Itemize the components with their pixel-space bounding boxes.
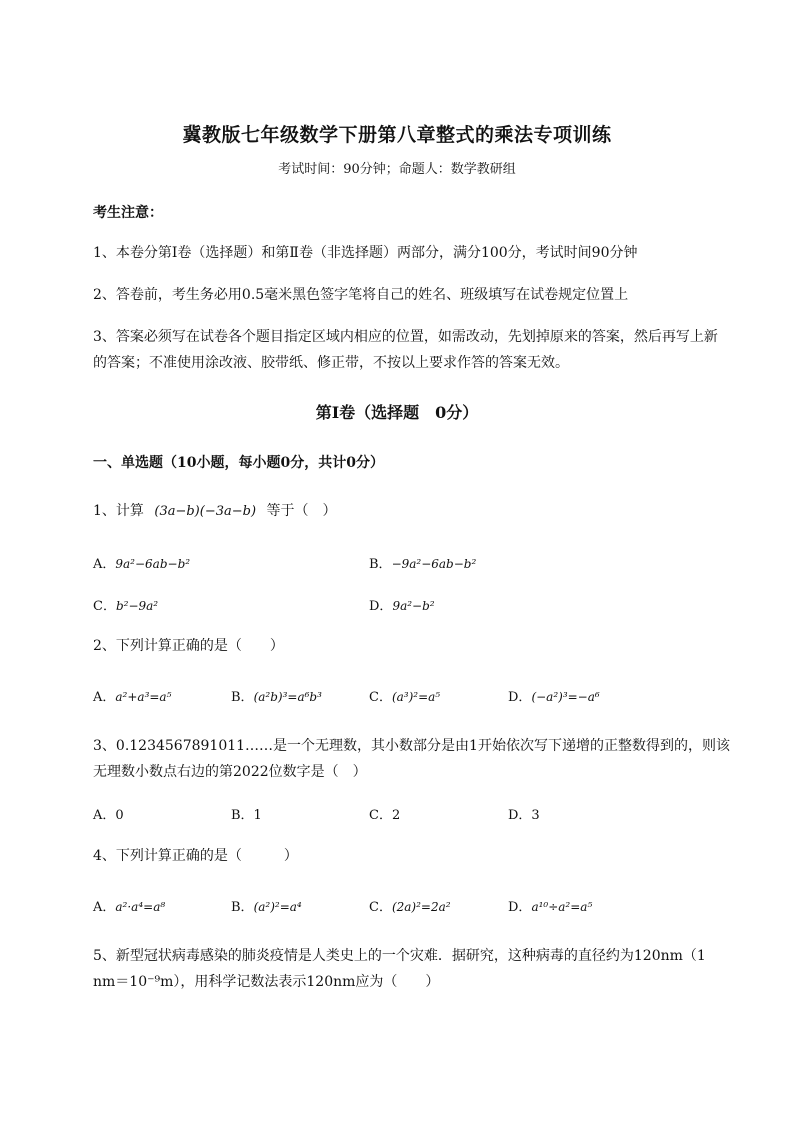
part-heading: 第Ⅰ卷（选择题 0分）	[315, 403, 479, 422]
q4-option-b[interactable]: B．(a²)²=a⁴	[231, 900, 302, 915]
q3-option-a[interactable]: A．0	[93, 808, 124, 823]
question-5-cont: nm＝10⁻⁹m），用科学记数法表示120nm应为（ ）	[93, 974, 440, 990]
q2-option-a[interactable]: A．a²+a³=a⁵	[93, 690, 172, 705]
question-1-prefix: 1、计算	[93, 503, 144, 519]
question-1	[93, 500, 336, 520]
question-3-cont: 无理数小数点右边的第2022位数字是（ ）	[93, 764, 367, 780]
notice-item-3: 3、答案必须写在试卷各个题目指定区域内相应的位置，如需改动，先划掉原来的答案，然后再写上新	[93, 329, 718, 345]
q3-option-d[interactable]: D．3	[508, 808, 540, 823]
question-5: 5、新型冠状病毒感染的肺炎疫情是人类史上的一个灾难．据研究，这种病毒的直径约为120nm（1	[93, 948, 706, 964]
q1-option-a[interactable]: A．9a²−6ab−b²	[93, 557, 191, 572]
q2-option-c[interactable]: C．(a³)²=a⁵	[369, 690, 441, 705]
q4-option-a[interactable]: A．a²·a⁴=a⁸	[93, 900, 166, 915]
question-3: 3、0.1234567891011……是一个无理数，其小数部分是由1开始依次写下递增的正整数得到的，则该	[93, 738, 730, 754]
exam-info: 考试时间：90分钟；命题人：数学教研组	[278, 162, 516, 177]
notice-item-2: 2、答卷前，考生务必用0.5毫米黑色签字笔将自己的姓名、班级填写在试卷规定位置上	[93, 287, 629, 303]
q3-option-b[interactable]: B．1	[231, 808, 262, 823]
notice-heading: 考生注意：	[93, 205, 163, 221]
q4-option-c[interactable]: C．(2a)²=2a²	[369, 900, 451, 915]
section-heading: 一、单选题（10小题，每小题0分，共计0分）	[93, 455, 384, 471]
q1-option-d[interactable]: D．9a²−b²	[369, 599, 435, 614]
notice-item-1: 1、本卷分第Ⅰ卷（选择题）和第Ⅱ卷（非选择题）两部分，满分100分，考试时间90分钟	[93, 245, 638, 261]
q1-option-c[interactable]: C．b²−9a²	[93, 599, 159, 614]
q2-option-b[interactable]: B．(a²b)³=a⁶b³	[231, 690, 322, 705]
notice-item-3-cont: 的答案；不准使用涂改液、胶带纸、修正带，不按以上要求作答的答案无效。	[93, 355, 569, 371]
question-1-expression: (3a−b)(−3a−b)	[154, 504, 257, 519]
q1-option-b[interactable]: B．−9a²−6ab−b²	[369, 557, 477, 572]
q4-option-d[interactable]: D．a¹⁰÷a²=a⁵	[508, 900, 593, 915]
question-2: 2、下列计算正确的是（ ）	[93, 638, 284, 654]
question-4: 4、下列计算正确的是（ ）	[93, 848, 298, 864]
question-1-suffix: 等于（ ）	[266, 503, 337, 519]
q3-option-c[interactable]: C．2	[369, 808, 401, 823]
q2-option-d[interactable]: D．(−a²)³=−a⁶	[508, 690, 600, 705]
page-title: 冀教版七年级数学下册第八章整式的乘法专项训练	[182, 124, 612, 146]
